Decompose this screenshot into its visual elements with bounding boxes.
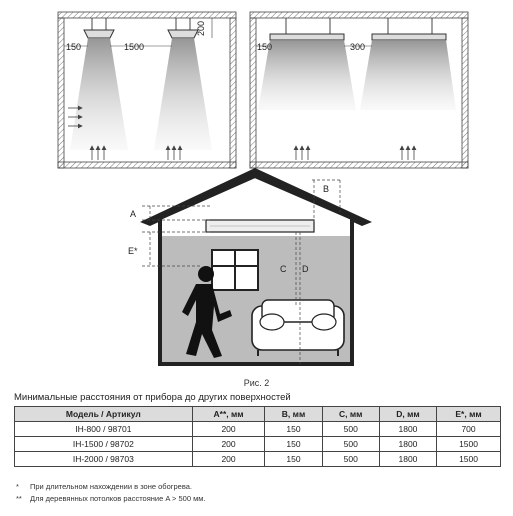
house-label-e: E* <box>128 246 138 256</box>
cell-d: 1800 <box>379 437 436 452</box>
cell-b: 150 <box>265 422 322 437</box>
cell-e: 1500 <box>437 437 501 452</box>
table-row <box>15 437 501 452</box>
header-e: E*, мм <box>437 407 501 422</box>
footnote-mark: ** <box>16 494 22 503</box>
cell-c: 500 <box>322 422 379 437</box>
header-c: C, мм <box>322 407 379 422</box>
table-title: Минимальные расстояния от прибора до других поверхностей <box>14 392 291 403</box>
footnote-mark: * <box>16 482 19 491</box>
cell-d: 1800 <box>379 422 436 437</box>
table-row <box>15 452 501 467</box>
right-dim-150: 150 <box>257 42 273 52</box>
distance-table <box>14 406 501 467</box>
table-row <box>15 422 501 437</box>
footnote-1 <box>16 482 192 491</box>
footnote-text: При длительном нахождении в зоне обогрева. <box>30 482 192 491</box>
house-diagram <box>140 168 372 364</box>
cell-b: 150 <box>265 437 322 452</box>
cell-a: 200 <box>192 437 265 452</box>
cell-b: 150 <box>265 452 322 467</box>
cell-c: 500 <box>322 437 379 452</box>
house-label-a: A <box>130 209 137 219</box>
figure-caption: Рис. 2 <box>243 378 270 388</box>
right-room-diagram <box>250 12 468 168</box>
cell-model: IH-1500 / 98702 <box>15 437 193 452</box>
footnote-text: Для деревянных потолков расстояние A > 500 мм. <box>30 494 206 503</box>
house-label-b: B <box>323 184 330 194</box>
left-dim-150: 150 <box>66 42 82 52</box>
header-b: B, мм <box>265 407 322 422</box>
left-room-diagram <box>58 12 236 168</box>
footnote-2 <box>16 494 206 503</box>
table-header-row <box>15 407 501 422</box>
house-label-d: D <box>302 264 309 274</box>
cell-a: 200 <box>192 422 265 437</box>
house-label-c: C <box>280 264 287 274</box>
cell-d: 1800 <box>379 452 436 467</box>
cell-c: 500 <box>322 452 379 467</box>
header-a: A**, мм <box>192 407 265 422</box>
right-dim-300: 300 <box>350 42 366 52</box>
cell-model: IH-2000 / 98703 <box>15 452 193 467</box>
cell-e: 1500 <box>437 452 501 467</box>
left-dim-1500: 1500 <box>124 42 145 52</box>
header-d: D, мм <box>379 407 436 422</box>
cell-e: 700 <box>437 422 501 437</box>
cell-a: 200 <box>192 452 265 467</box>
cell-model: IH-800 / 98701 <box>15 422 193 437</box>
sofa <box>252 300 344 356</box>
header-model: Модель / Артикул <box>15 407 193 422</box>
left-dim-200: 200 <box>196 20 206 36</box>
